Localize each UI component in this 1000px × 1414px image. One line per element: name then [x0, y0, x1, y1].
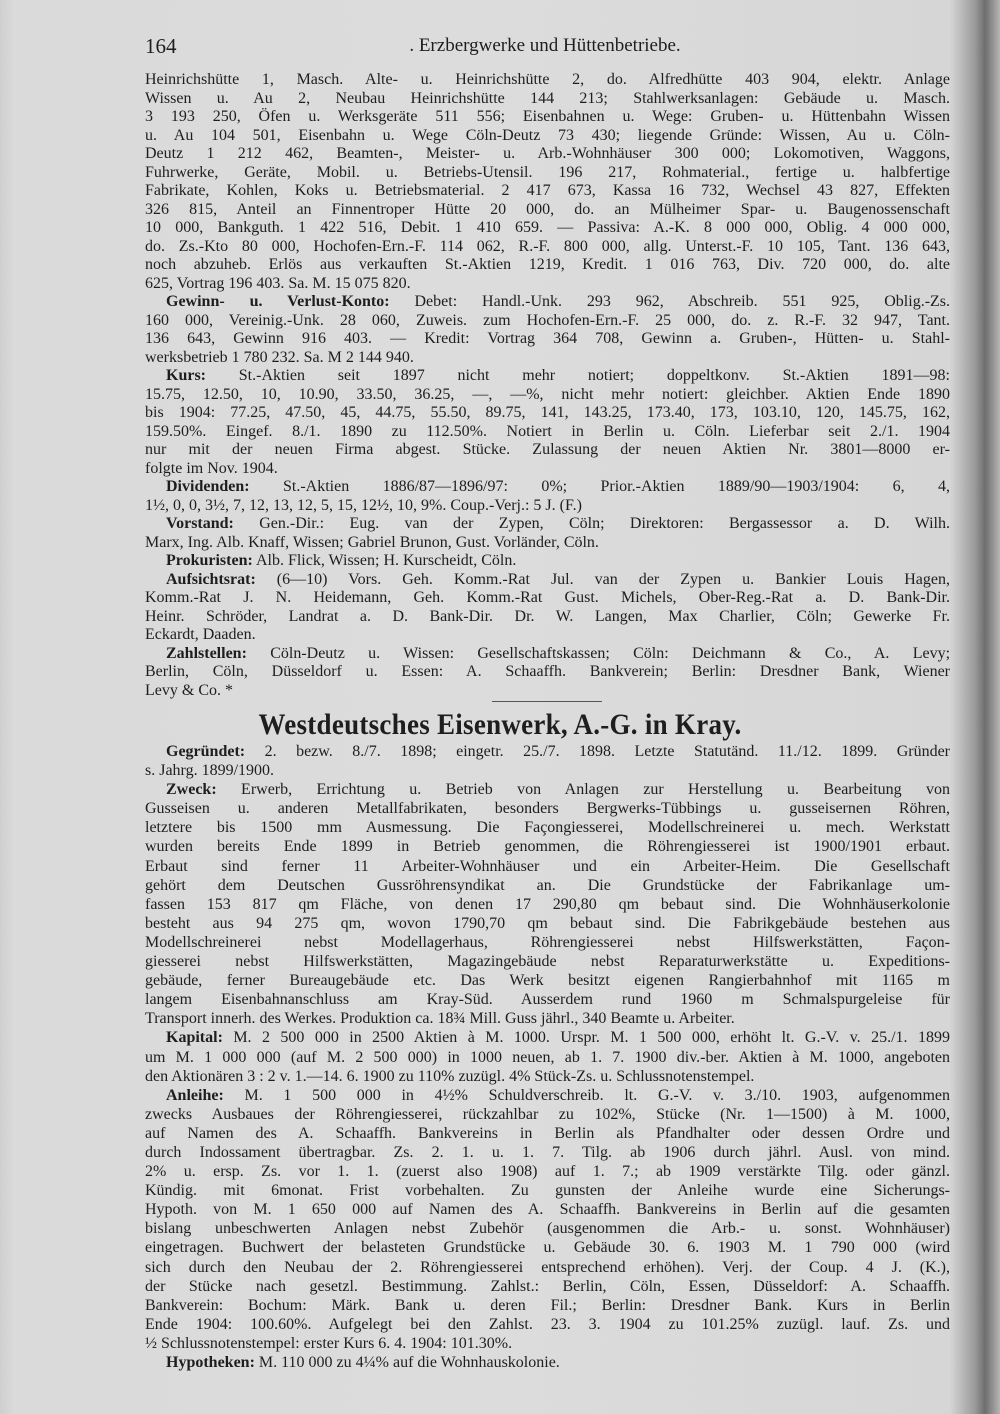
- text-line: [145, 1067, 950, 1086]
- line-text: um M. 1 000 000 (auf M. 2 500 000) in 1000 neuen, ab 1. 7. 1900 div.-ber. Aktien à M. 1000, angeboten: [145, 1048, 950, 1066]
- line-text: Eckardt, Daaden.: [145, 626, 256, 643]
- paragraph: [145, 1353, 950, 1372]
- text-line: [145, 127, 950, 146]
- text-line: [145, 1162, 950, 1181]
- text-line: [145, 312, 950, 331]
- text-line: [145, 552, 950, 571]
- paragraph: [145, 571, 950, 645]
- line-text: gehört dem Deutschen Gussröhrensyndikat an. Die Grundstücke der Fabrikanlage um-: [145, 876, 950, 894]
- line-text: 159.50%. Eingef. 8./1. 1890 zu 112.50%. Notiert in Berlin u. Cöln. Lieferbar seit 2./1. 1904: [145, 422, 950, 440]
- line-text: M. 110 000 zu 4¼% auf die Wohnhauskolonie.: [258, 1354, 560, 1371]
- line-text: den Aktionären 3 : 2 v. 1.—14. 6. 1900 zu 110% zuzügl. 4% Stück-Zs. u. Schlussnotenstempel.: [145, 1067, 755, 1085]
- line-text: zwecks Ausbaues der Röhrengiesserei, rückzahlbar zu 102%, Stücke (Nr. 1—1500) à M. 1000,: [145, 1105, 950, 1123]
- line-text: Ende 1904: 100.60%. Aufgelegt bei den Zahlst. 23. 3. 1904 zu 101.25% zuzügl. lauf. Zs. und: [145, 1315, 950, 1333]
- text-line: [145, 1124, 950, 1143]
- line-text: St.-Aktien seit 1897 nicht mehr notiert; doppeltkonv. St.-Aktien 1891—98:: [238, 367, 950, 384]
- text-line: [145, 293, 950, 312]
- line-text: Kündig. mit 6monat. Frist vorbehalten. Zu gunsten der Anleihe wurde eine Sicherungs-: [145, 1182, 950, 1200]
- section-label: Dividenden:: [166, 478, 250, 495]
- text-line: [145, 1353, 950, 1372]
- line-text: der Stücke nach gesetzl. Bestimmung. Zahlst.: Berlin, Cöln, Essen, Düsseldorf: A. Schaaffh.: [145, 1277, 950, 1295]
- text-line: [145, 145, 950, 164]
- text-line: [145, 971, 950, 990]
- text-line: [145, 478, 950, 497]
- text-line: [145, 1009, 950, 1028]
- line-text: Marx, Ing. Alb. Knaff, Wissen; Gabriel Brunon, Gust. Vorländer, Cöln.: [145, 533, 599, 551]
- text-line: [145, 460, 950, 479]
- line-text: Bankverein: Bochum: Märk. Bank u. deren Fil.; Berlin: Dresdner Bank. Kurs in Berlin: [145, 1296, 950, 1314]
- text-line: [145, 682, 950, 701]
- line-text: wurden bereits Ende 1899 in Betrieb genommen, die Röhrengiesserei ist 1900/1901 erbaut.: [145, 838, 950, 856]
- line-text: bislang unbeschwerten Anlagen nebst Zubehör (ausgenommen die Arb.- u. sonst. Wohnhäuser): [145, 1220, 950, 1238]
- text-line: [145, 497, 950, 516]
- line-text: M. 2 500 000 in 2500 Aktien à M. 1000. Urspr. M. 1 500 000, erhöht lt. G.-V. v. 25./1. 1899: [233, 1029, 950, 1047]
- section-label: Kapital:: [166, 1029, 223, 1047]
- page-number: 164: [145, 34, 177, 58]
- line-text: Komm.-Rat J. N. Heidemann, Geh. Komm.-Rat Gust. Michels, Ober-Reg.-Rat a. D. Bank-Dir.: [145, 589, 950, 606]
- text-line: [145, 108, 950, 127]
- text-line: [145, 1143, 950, 1162]
- line-text: Erwerb, Errichtung u. Betrieb von Anlagen zur Herstellung u. Bearbeitung von: [241, 781, 950, 799]
- text-line: [145, 990, 950, 1009]
- text-line: [145, 1334, 950, 1353]
- text-line: [145, 876, 950, 895]
- text-line: [145, 626, 950, 645]
- line-text: Berlin, Cöln, Düsseldorf u. Essen: A. Schaaffh. Bankverein; Berlin: Dresdner Bank, Wiener: [145, 663, 950, 680]
- section-label: Prokuristen:: [166, 552, 253, 569]
- line-text: 2% u. ersp. Zs. vor 1. 1. (zuerst also 1908) auf 1. 7.; ab 1909 verstärkte Tilg. oder gänzl.: [145, 1163, 950, 1181]
- text-line: [145, 608, 950, 627]
- line-text: Levy & Co. *: [145, 681, 233, 699]
- paragraph: [145, 645, 950, 701]
- section-label: Hypotheken:: [166, 1354, 255, 1371]
- section-label: Kurs:: [166, 367, 206, 384]
- text-line: [145, 1200, 950, 1219]
- line-text: folgte im Nov. 1904.: [145, 459, 278, 477]
- text-line: [145, 71, 950, 90]
- text-line: [145, 645, 950, 664]
- section-label: Gewinn- u. Verlust-Konto:: [166, 293, 390, 310]
- paragraph: [145, 1086, 950, 1353]
- text-line: [145, 1181, 950, 1200]
- line-text: Erbaut sind ferner 11 Arbeiter-Wohnhäuser und ein Arbeiter-Heim. Die Gesellschaft: [145, 857, 950, 875]
- text-line: [145, 256, 950, 275]
- text-line: [145, 423, 950, 442]
- line-text: St.-Aktien 1886/87—1896/97: 0%; Prior.-Aktien 1889/90—1903/1904: 6, 4,: [282, 478, 950, 495]
- text-line: [145, 761, 950, 780]
- text-line: [145, 571, 950, 590]
- line-text: letztere bis 1500 mm Ausmessung. Die Façongiesserei, Modellschreinerei u. mech. Werkstatt: [145, 819, 950, 837]
- line-text: 10 000, Bankguth. 1 422 516, Debit. 1 410 659. — Passiva: A.-K. 8 000 000, Oblig. 4 000 000,: [145, 219, 950, 236]
- line-text: 160 000, Vereinig.-Unk. 28 060, Zuweis. zum Hochofen-Ern.-F. 25 000, do. z. R.-F. 32 947, Tant.: [145, 311, 950, 329]
- line-text: noch abzuheb. Erlös aus verkauften St.-Aktien 1219, Kredit. 1 016 763, Div. 720 000, do. alte: [145, 256, 950, 273]
- paragraph: [145, 1028, 950, 1085]
- line-text: nur mit der neuen Firma abgest. Stücke. Zulassung der neuen Aktien Nr. 3801—8000 er-: [145, 441, 950, 458]
- text-line: [145, 1258, 950, 1277]
- line-text: Heinrichshütte 1, Masch. Alte- u. Heinrichshütte 2, do. Alfredhütte 403 904, elektr. Anlage: [145, 71, 950, 88]
- line-text: fassen 153 817 qm Fläche, von denen 17 290,80 qm bebaut sind. Die Wohnhäuserkolonie: [145, 895, 950, 913]
- text-line: [145, 895, 950, 914]
- paragraph: [145, 742, 950, 780]
- text-line: [145, 534, 950, 553]
- text-line: [145, 515, 950, 534]
- previous-company-entry: [145, 71, 950, 700]
- line-text: 3 193 250, Öfen u. Werksgeräte 511 556; Eisenbahnen u. Wege: Gruben- u. Hüttenbahn Wissen: [145, 108, 950, 125]
- line-text: langem Eisenbahnanschluss am Kray-Süd. Ausserdem rund 1960 m Schmalspurgeleise für: [145, 991, 950, 1009]
- line-text: 326 815, Anteil an Finnentroper Hütte 20 000, do. an Mülheimer Spar- u. Baugenossenschaft: [145, 200, 950, 218]
- text-line: [145, 837, 950, 856]
- line-text: bis 1904: 77.25, 47.50, 45, 44.75, 55.50, 89.75, 141, 143.25, 173.40, 173, 103.10, 120, 145.75, 162,: [145, 404, 950, 421]
- text-line: [145, 780, 950, 799]
- paragraph: [145, 552, 950, 571]
- line-text: Debet: Handl.-Unk. 293 962, Abschreib. 551 925, Oblig.-Zs.: [414, 293, 950, 310]
- text-line: [145, 182, 950, 201]
- line-text: 1½, 0, 0, 3½, 7, 12, 13, 12, 5, 15, 12½, 10, 9%. Coup.-Verj.: 5 J. (F.): [145, 496, 582, 514]
- paragraph: [145, 367, 950, 478]
- text-line: [145, 1219, 950, 1238]
- company-entry-westdeutsches-eisenwerk: [145, 742, 950, 1372]
- section-label: Vorstand:: [166, 515, 234, 532]
- line-text: M. 1 500 000 in 4½% Schuldverschreib. lt. G.-V. v. 3./10. 1903, aufgenommen: [244, 1086, 950, 1104]
- text-line: [145, 441, 950, 460]
- text-line: [145, 164, 950, 183]
- line-text: Fabrikate, Kohlen, Koks u. Betriebsmaterial. 2 417 673, Kassa 16 732, Wechsel 43 827, Effekten: [145, 182, 950, 199]
- text-line: [145, 367, 950, 386]
- text-line: [145, 589, 950, 608]
- line-text: eingetragen. Buchwert der belasteten Grundstücke u. Gebäude 30. 6. 1903 M. 1 790 000 (wird: [145, 1239, 950, 1257]
- paragraph: [145, 478, 950, 515]
- line-text: Gen.-Dir.: Eug. van der Zypen, Cöln; Direktoren: Bergassessor a. D. Wilh.: [259, 515, 950, 532]
- section-label: Zahlstellen:: [166, 644, 247, 662]
- text-line: [145, 1277, 950, 1296]
- paragraph: [145, 780, 950, 1028]
- text-line: [145, 799, 950, 818]
- line-text: u. Au 104 501, Eisenbahn u. Wege Cöln-Deutz 73 430; liegende Gründe: Wissen, Au u. Cöln-: [145, 126, 950, 144]
- text-line: [145, 1048, 950, 1067]
- section-label: Gegründet:: [166, 743, 246, 760]
- line-text: werksbetrieb 1 780 232. Sa. M 2 144 940.: [145, 348, 414, 366]
- line-text: 625, Vortrag 196 403. Sa. M. 15 075 820.: [145, 274, 411, 292]
- text-line: [145, 1105, 950, 1124]
- line-text: Deutz 1 212 462, Beamten-, Meister- u. Arb.-Wohnhäuser 300 000; Lokomotiven, Waggons,: [145, 145, 950, 162]
- line-text: gebäude, ferner Bureaugebäude etc. Das Werk besitzt eigenen Rangierbahnhof mit 1165 m: [145, 972, 950, 990]
- text-line: [145, 330, 950, 349]
- line-text: ½ Schlussnotenstempel: erster Kurs 6. 4. 1904: 101.30%.: [145, 1334, 513, 1352]
- paragraph: [145, 71, 950, 293]
- line-text: Modellschreinerei nebst Modellagerhaus, Röhrengiesserei nebst Hilfswerkstätten, Façon-: [145, 933, 950, 951]
- text-line: [145, 349, 950, 368]
- line-text: auf Namen des A. Schaaffh. Bankvereins in Berlin als Pfandhalter oder dessen Ordre und: [145, 1124, 950, 1142]
- section-label: Zweck:: [166, 781, 217, 799]
- text-line: [145, 201, 950, 220]
- line-text: 136 643, Gewinn 916 403. — Kredit: Vortrag 364 708, Gewinn a. Gruben-, Hütten- u. Stahl-: [145, 330, 950, 347]
- text-line: [145, 275, 950, 294]
- text-line: [145, 386, 950, 405]
- text-line: [145, 404, 950, 423]
- text-line: [145, 219, 950, 238]
- text-line: [145, 857, 950, 876]
- line-text: do. Zs.-Kto 80 000, Hochofen-Ern.-F. 114 062, R.-F. 800 000, allg. Unterst.-F. 10 105, Tant. 136 643,: [145, 237, 950, 255]
- line-text: besteht aus 94 275 qm, wovon 1790,70 qm bebaut sind. Die Fabrikgebäude bestehen aus: [145, 914, 950, 932]
- text-line: [145, 952, 950, 971]
- text-line: [145, 933, 950, 952]
- line-text: Cöln-Deutz u. Wissen: Gesellschaftskassen; Cöln: Deichmann & Co., A. Levy;: [270, 644, 950, 662]
- text-line: [145, 1238, 950, 1257]
- text-line: [145, 238, 950, 257]
- running-title: . Erzbergwerke und Hüttenbetriebe.: [409, 35, 681, 56]
- line-text: Hypoth. von M. 1 650 000 auf Namen des A. Schaaffh. Bankvereins in Berlin auf die gesamten: [145, 1201, 950, 1219]
- company-title: Westdeutsches Eisenwerk, A.-G. in Kray.: [258, 708, 742, 741]
- section-label: Aufsichtsrat:: [166, 570, 256, 588]
- text-line: [145, 818, 950, 837]
- line-text: (6—10) Vors. Geh. Komm.-Rat Jul. van der Zypen u. Bankier Louis Hagen,: [276, 570, 950, 588]
- text-line: [145, 1296, 950, 1315]
- text-line: [145, 90, 950, 109]
- text-line: [145, 742, 950, 761]
- text-line: [145, 1086, 950, 1105]
- section-divider: [492, 701, 602, 702]
- paragraph: [145, 293, 950, 367]
- text-line: [145, 663, 950, 682]
- line-text: sich durch den Neubau der 2. Röhrengiesserei entsprechend erhöhen). Verj. der Coup. 4 J. (K.),: [145, 1258, 950, 1276]
- text-line: [145, 914, 950, 933]
- line-text: durch Indossament übertragbar. Zs. 2. 1. u. 1. 7. Tilg. ab 1906 durch jährl. Ausl. von mind.: [145, 1143, 950, 1161]
- line-text: Gusseisen u. anderen Metallfabrikaten, besonders Bergwerks-Tübbings u. gusseisernen Röhren,: [145, 800, 950, 818]
- line-text: Alb. Flick, Wissen; H. Kurscheidt, Cöln.: [255, 552, 517, 569]
- text-line: [145, 1315, 950, 1334]
- text-line: [145, 1028, 950, 1047]
- line-text: 2. bezw. 8./7. 1898; eingetr. 25./7. 1898. Letzte Statutänd. 11./12. 1899. Gründer: [264, 743, 950, 760]
- section-label: Anleihe:: [166, 1086, 224, 1104]
- line-text: 15.75, 12.50, 10, 10.90, 33.50, 36.25, —, —%, nicht mehr notiert: gleichber. Aktien Ende 1890: [145, 385, 950, 403]
- line-text: s. Jahrg. 1899/1900.: [145, 762, 275, 780]
- line-text: Fuhrwerke, Geräte, Mobil. u. Betriebs-Utensil. 196 217, Rohmaterial., fertige u. halbfertige: [145, 163, 950, 181]
- line-text: giesserei nebst Hilfswerkstätten, Magazingebäude nebst Reparaturwerkstätte u. Expeditions-: [145, 953, 950, 971]
- line-text: Wissen u. Au 2, Neubau Heinrichshütte 144 213; Stahlwerksanlagen: Gebäude u. Masch.: [145, 89, 950, 107]
- line-text: Transport innerh. des Werkes. Produktion ca. 18¾ Mill. Guss jährl., 340 Beamte u. Arbeiter.: [145, 1010, 735, 1028]
- line-text: Heinr. Schröder, Landrat a. D. Bank-Dir. Dr. W. Langen, Max Charlier, Cöln; Gewerke Fr.: [145, 607, 950, 625]
- paragraph: [145, 515, 950, 552]
